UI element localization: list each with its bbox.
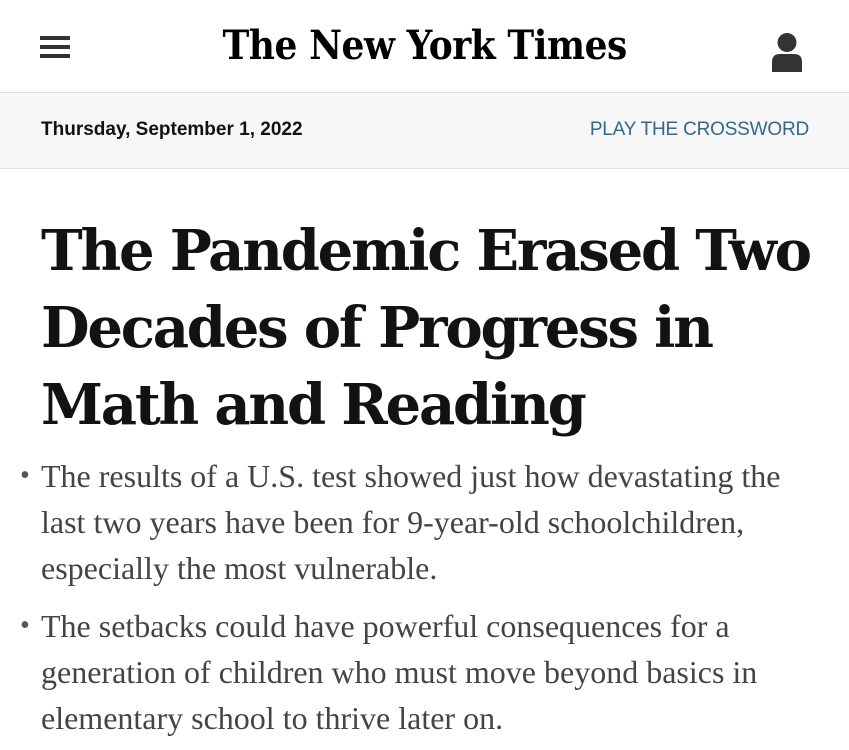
summary-item (0, 453, 849, 591)
play-crossword-link[interactable]: PLAY THE CROSSWORD (589, 119, 809, 140)
logo-text: The New York Times (222, 22, 627, 69)
bullet-icon: • (20, 610, 30, 641)
nyt-logo[interactable] (0, 18, 849, 74)
person-icon[interactable] (772, 31, 802, 73)
summary-item (0, 603, 849, 741)
summary-text: The setbacks could have powerful consequences for a generation of children who must move beyond basics in elementary school to thrive later on. (41, 608, 758, 736)
article-summary-list (0, 453, 849, 750)
date-bar (0, 93, 849, 169)
bullet-icon: • (20, 460, 30, 491)
summary-text: The results of a U.S. test showed just how devastating the last two years have been for 9-year-old schoolchildren, especially the most vulnerable. (41, 458, 781, 586)
top-navigation-bar (0, 0, 849, 93)
current-date: Thursday, September 1, 2022 (41, 119, 303, 140)
article-headline[interactable]: The Pandemic Erased Two Decades of Progress in Math and Reading (41, 218, 810, 438)
